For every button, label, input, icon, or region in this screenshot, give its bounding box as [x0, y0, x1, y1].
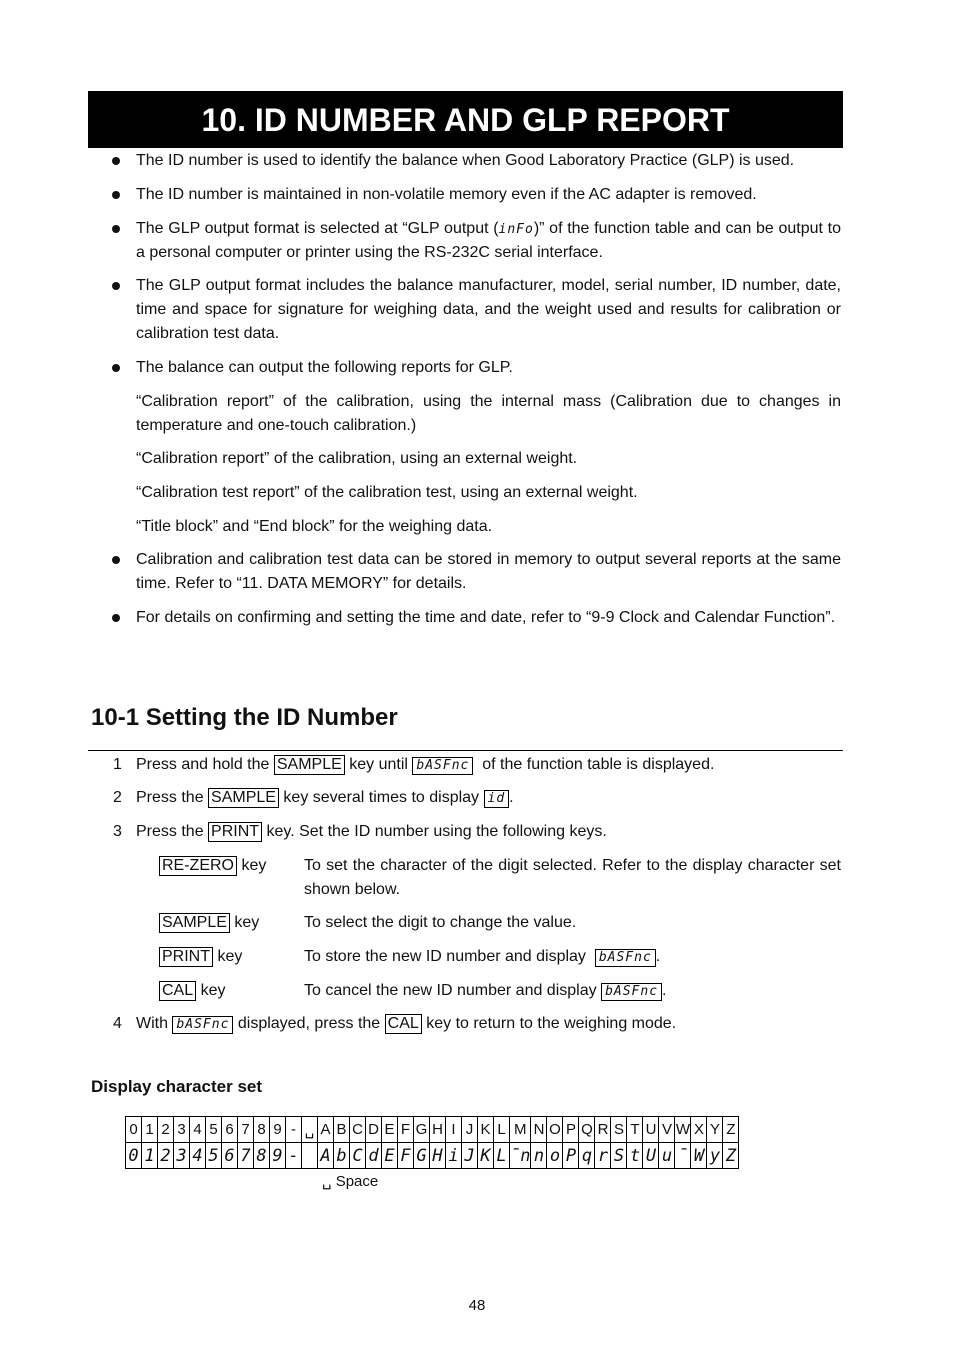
charset-segment-cell: S [611, 1143, 627, 1169]
report-item: “Calibration report” of the calibration, using the internal mass (Calibration due to changes in temperature and one-touch calibration.) [136, 393, 841, 434]
charset-segment-row [126, 1143, 739, 1169]
display-glyph: bASFnc [595, 949, 656, 967]
charset-segment-cell: A [318, 1143, 334, 1169]
charset-segment-cell: 7 [238, 1143, 254, 1169]
charset-segment-cell: 2 [158, 1143, 174, 1169]
charset-segment-cell: 3 [174, 1143, 190, 1169]
charset-letter-cell: X [691, 1117, 707, 1143]
key-desc: To cancel the new ID number and display bASFnc . [304, 982, 667, 999]
charset-segment-cell: Z [723, 1143, 739, 1169]
step-number: 4 [113, 1015, 122, 1032]
charset-table [125, 1116, 739, 1169]
charset-segment-cell: 1 [142, 1143, 158, 1169]
charset-segment-cell: b [334, 1143, 350, 1169]
charset-letter-cell: 5 [206, 1117, 222, 1143]
charset-letter-cell: 1 [142, 1117, 158, 1143]
bullet-dot [112, 364, 120, 372]
bullet-text: The GLP output format is selected at “GLP output (inFo)” of the function table and can be output to a personal computer or printer using the RS-232C serial interface. [136, 220, 841, 261]
bullet-text: The balance can output the following reports for GLP. [136, 359, 513, 376]
charset-letter-cell: S [611, 1117, 627, 1143]
charset-letter-cell: L [494, 1117, 510, 1143]
charset-segment-cell: n [531, 1143, 547, 1169]
charset-segment-cell: 8 [254, 1143, 270, 1169]
charset-letter-cell: B [334, 1117, 350, 1143]
charset-segment-cell: G [414, 1143, 430, 1169]
charset-letter-cell: K [478, 1117, 494, 1143]
display-glyph: bASFnc [601, 983, 662, 1001]
key-desc: To set the character of the digit selected. Refer to the display character set shown below. [304, 857, 841, 898]
space-note: ␣ Space [322, 1173, 379, 1190]
step-number: 1 [113, 756, 122, 773]
charset-segment-cell: J [462, 1143, 478, 1169]
charset-segment-cell: K [478, 1143, 494, 1169]
charset-segment-cell: r [595, 1143, 611, 1169]
key-label: CAL key [159, 979, 225, 1003]
key-label: PRINT key [159, 945, 242, 969]
step-1: Press and hold the SAMPLE key until bASFnc of the function table is displayed. [136, 756, 715, 773]
charset-segment-cell: H [430, 1143, 446, 1169]
step-3: Press the PRINT key. Set the ID number using the following keys. [136, 823, 607, 840]
cal-key: CAL [159, 981, 196, 1001]
charset-letter-cell: P [563, 1117, 579, 1143]
key-label: RE-ZERO key [159, 854, 266, 878]
display-glyph: id [484, 790, 510, 808]
section-heading: 10-1 Setting the ID Number [91, 704, 398, 731]
charset-segment-cell: q [579, 1143, 595, 1169]
charset-letter-cell: F [398, 1117, 414, 1143]
charset-heading: Display character set [91, 1077, 263, 1096]
charset-segment-cell: F [398, 1143, 414, 1169]
step-number: 3 [113, 823, 122, 840]
charset-segment-cell: t [627, 1143, 643, 1169]
charset-segment-cell: i [446, 1143, 462, 1169]
charset-letter-cell: I [446, 1117, 462, 1143]
charset-letter-cell: J [462, 1117, 478, 1143]
charset-segment-cell: 4 [190, 1143, 206, 1169]
charset-segment-cell: d [366, 1143, 382, 1169]
charset-segment-cell: E [382, 1143, 398, 1169]
charset-segment-cell: W [691, 1143, 707, 1169]
print-key: PRINT [159, 947, 213, 967]
page-number: 48 [468, 1297, 486, 1314]
bullet-dot [112, 157, 120, 165]
bullet-text: The GLP output format includes the balance manufacturer, model, serial number, ID number, date, time and space for signature for weighing data, and the weight used and results for calibration or calibration test data. [136, 277, 841, 342]
report-item: “Calibration report” of the calibration, using an external weight. [136, 450, 578, 467]
charset-letter-cell: W [675, 1117, 691, 1143]
charset-letter-cell: ␣ [302, 1117, 318, 1143]
charset-letter-cell: C [350, 1117, 366, 1143]
bullet-text: The ID number is maintained in non-volatile memory even if the AC adapter is removed. [136, 186, 757, 203]
cal-key: CAL [385, 1014, 422, 1034]
bullet-dot [112, 191, 120, 199]
section-rule [88, 750, 843, 751]
sample-key: SAMPLE [208, 788, 279, 808]
bullet-text: The ID number is used to identify the balance when Good Laboratory Practice (GLP) is used. [136, 152, 795, 169]
charset-letter-cell: 9 [270, 1117, 286, 1143]
bullet-dot [112, 225, 120, 233]
charset-segment-cell: - [286, 1143, 302, 1169]
charset-letter-cell: U [643, 1117, 659, 1143]
charset-segment-cell: y [707, 1143, 723, 1169]
charset-letter-cell: 0 [126, 1117, 142, 1143]
key-label: SAMPLE key [159, 911, 259, 935]
charset-segment-cell: 5 [206, 1143, 222, 1169]
charset-segment-cell: o [547, 1143, 563, 1169]
chapter-title: 10. ID NUMBER AND GLP REPORT [88, 91, 843, 148]
charset-segment-cell: C [350, 1143, 366, 1169]
bullet-dot [112, 282, 120, 290]
step-number: 2 [113, 789, 122, 806]
charset-segment-cell: ̄ [675, 1143, 691, 1169]
charset-letter-cell: A [318, 1117, 334, 1143]
bullet-dot [112, 614, 120, 622]
charset-segment-cell: ̄n [510, 1143, 531, 1169]
charset-letter-cell: 2 [158, 1117, 174, 1143]
charset-letters-row [126, 1117, 739, 1143]
rezero-key: RE-ZERO [159, 856, 237, 876]
charset-letter-cell: Y [707, 1117, 723, 1143]
step-2: Press the SAMPLE key several times to display id . [136, 789, 514, 806]
charset-letter-cell: - [286, 1117, 302, 1143]
report-item: “Title block” and “End block” for the weighing data. [136, 518, 493, 535]
charset-segment-cell: U [643, 1143, 659, 1169]
charset-letter-cell: Q [579, 1117, 595, 1143]
charset-letter-cell: G [414, 1117, 430, 1143]
charset-letter-cell: 8 [254, 1117, 270, 1143]
charset-letter-cell: 4 [190, 1117, 206, 1143]
charset-segment-cell: u [659, 1143, 675, 1169]
charset-letter-cell: 3 [174, 1117, 190, 1143]
sample-key: SAMPLE [159, 913, 230, 933]
sample-key: SAMPLE [274, 755, 345, 775]
charset-segment-cell: 6 [222, 1143, 238, 1169]
key-desc: To select the digit to change the value. [304, 914, 577, 931]
charset-letter-cell: D [366, 1117, 382, 1143]
bullet-dot [112, 556, 120, 564]
charset-letter-cell: E [382, 1117, 398, 1143]
step-4: With bASFnc displayed, press the CAL key to return to the weighing mode. [136, 1015, 677, 1032]
charset-segment-cell: L [494, 1143, 510, 1169]
bullet-text: Calibration and calibration test data can be stored in memory to output several reports at the same time. Refer to “11. DATA MEMORY” for details. [136, 551, 841, 592]
charset-segment-cell: P [563, 1143, 579, 1169]
key-desc: To store the new ID number and display bASFnc . [304, 948, 661, 965]
charset-letter-cell: H [430, 1117, 446, 1143]
display-glyph: bASFnc [172, 1016, 233, 1034]
charset-letter-cell: 6 [222, 1117, 238, 1143]
report-item: “Calibration test report” of the calibration test, using an external weight. [136, 484, 638, 501]
charset-letter-cell: V [659, 1117, 675, 1143]
print-key: PRINT [208, 822, 262, 842]
charset-segment-cell [302, 1143, 318, 1169]
display-glyph: inFo [498, 222, 534, 237]
charset-letter-cell: O [547, 1117, 563, 1143]
display-glyph: bASFnc [412, 757, 473, 775]
bullet-text: For details on confirming and setting the time and date, refer to “9-9 Clock and Calendar Function”. [136, 609, 836, 626]
charset-letter-cell: N [531, 1117, 547, 1143]
charset-letter-cell: Z [723, 1117, 739, 1143]
charset-letter-cell: M [510, 1117, 531, 1143]
charset-letter-cell: R [595, 1117, 611, 1143]
charset-letter-cell: 7 [238, 1117, 254, 1143]
charset-segment-cell: 0 [126, 1143, 142, 1169]
charset-segment-cell: 9 [270, 1143, 286, 1169]
charset-letter-cell: T [627, 1117, 643, 1143]
